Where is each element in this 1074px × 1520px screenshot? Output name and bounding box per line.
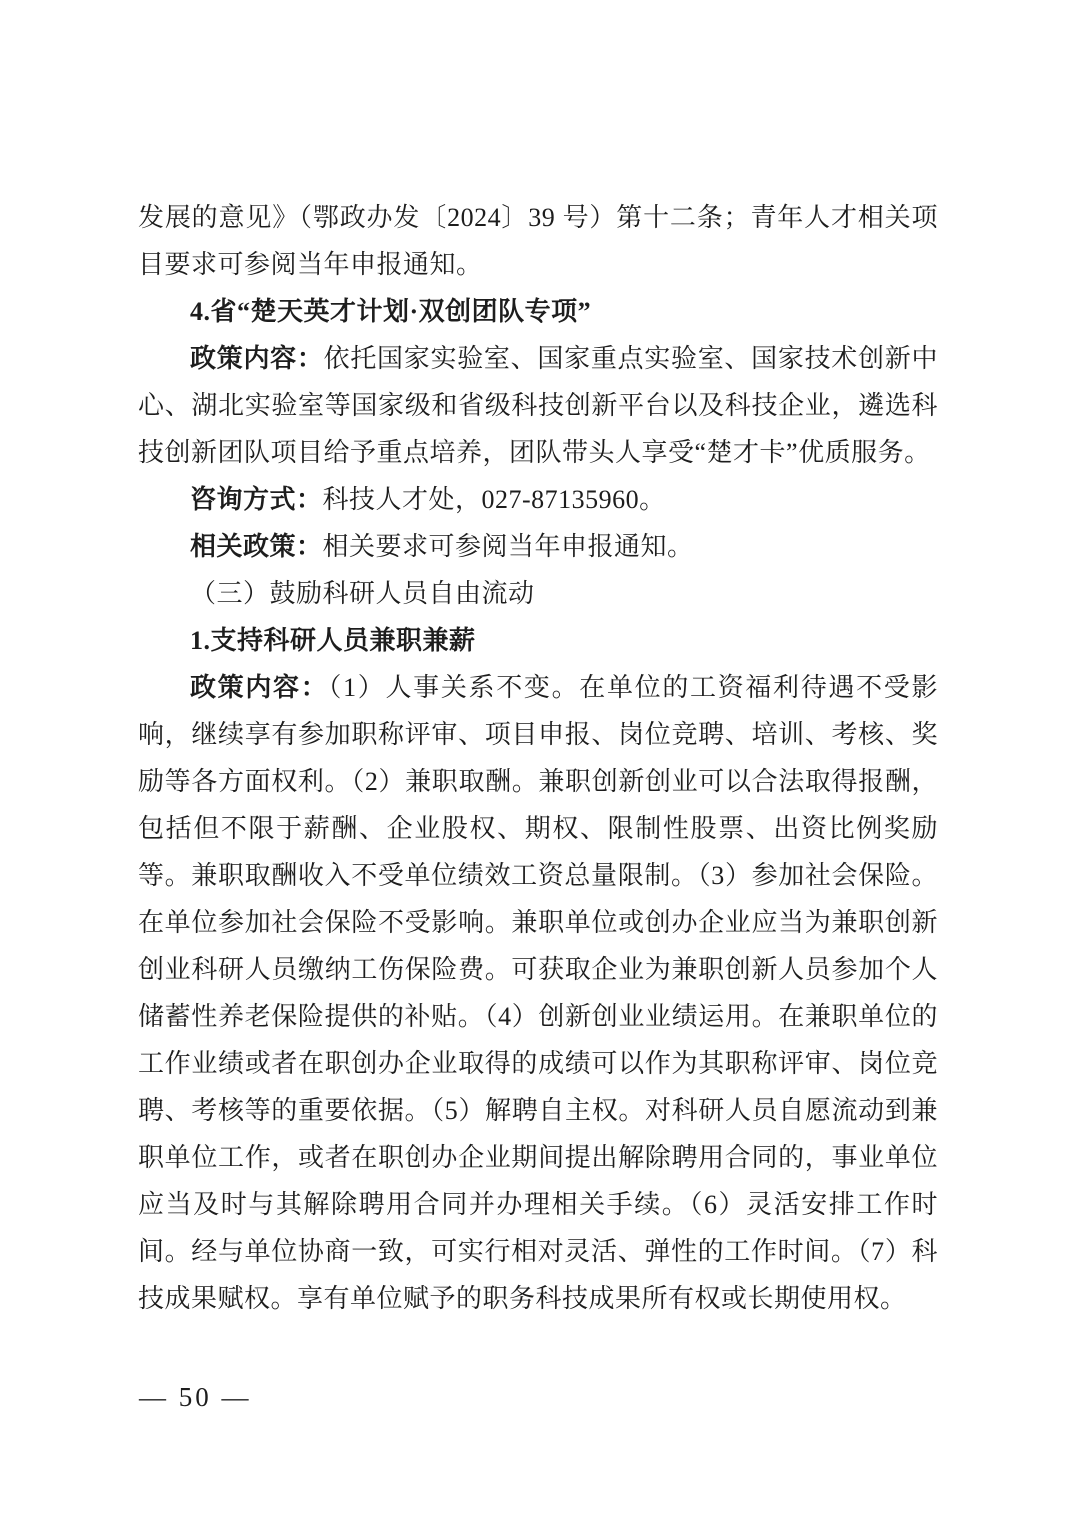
paragraph-label: 相关政策： bbox=[190, 532, 323, 561]
paragraph-label: 咨询方式： bbox=[190, 485, 323, 514]
paragraph-label: 政策内容： bbox=[190, 344, 324, 373]
paragraph-text: 相关要求可参阅当年申报通知。 bbox=[322, 532, 694, 561]
paragraph-continuation bbox=[138, 194, 938, 288]
section-heading-three bbox=[138, 570, 938, 617]
paragraph-label: 政策内容： bbox=[190, 673, 329, 702]
paragraph-policy-content-program-4 bbox=[138, 335, 938, 476]
paragraph-policy-content-item-1 bbox=[138, 664, 938, 1322]
paragraph-contact-method bbox=[138, 476, 938, 523]
paragraph-text: 依托国家实验室、国家重点实验室、国家技术创新中心、湖北实验室等国家级和省级科技创新平台以及科技企业，遴选科技创新团队项目给予重点培养，团队带头人享受“楚才卡”优质服务。 bbox=[138, 344, 938, 467]
heading-text: （三）鼓励科研人员自由流动 bbox=[190, 579, 535, 608]
heading-program-4 bbox=[138, 288, 938, 335]
paragraph-related-policy bbox=[138, 523, 938, 570]
heading-text: 4.省“楚天英才计划·双创团队专项” bbox=[190, 297, 592, 326]
heading-text: 1.支持科研人员兼职兼薪 bbox=[190, 626, 476, 655]
document-body bbox=[138, 194, 938, 1322]
paragraph-text: （1）人事关系不变。在单位的工资福利待遇不受影响，继续享有参加职称评审、项目申报、岗位竞聘、培训、考核、奖励等各方面权利。（2）兼职取酬。兼职创新创业可以合法取得报酬，包括但不限于薪酬、企业股权、期权、限制性股票、出资比例奖励等。兼职取酬收入不受单位绩效工资总量限制。（3）参加社会保险。在单位参加社会保险不受影响。兼职单位或创办企业应当为兼职创新创业科研人员缴纳工伤保险费。可获取企业为兼职创新人员参加个人储蓄性养老保险提供的补贴。（4）创新创业业绩运用。在兼职单位的工作业绩或者在职创办企业取得的成绩可以作为其职称评审、岗位竞聘、考核等的重要依据。（5）解聘自主权。对科研人员自愿流动到兼职单位工作，或者在职创办企业期间提出解除聘用合同的，事业单位应当及时与其解除聘用合同并办理相关手续。（6）灵活安排工作时间。经与单位协商一致，可实行相对灵活、弹性的工作时间。（7）科技成果赋权。享有单位赋予的职务科技成果所有权或长期使用权。 bbox=[138, 673, 938, 1313]
heading-item-1 bbox=[138, 617, 938, 664]
page-number: — 50 — bbox=[139, 1382, 252, 1412]
paragraph-text: 科技人才处，027-87135960。 bbox=[322, 485, 666, 514]
paragraph-text: 发展的意见》（鄂政办发〔2024〕39 号）第十二条；青年人才相关项目要求可参阅当年申报通知。 bbox=[138, 203, 938, 279]
